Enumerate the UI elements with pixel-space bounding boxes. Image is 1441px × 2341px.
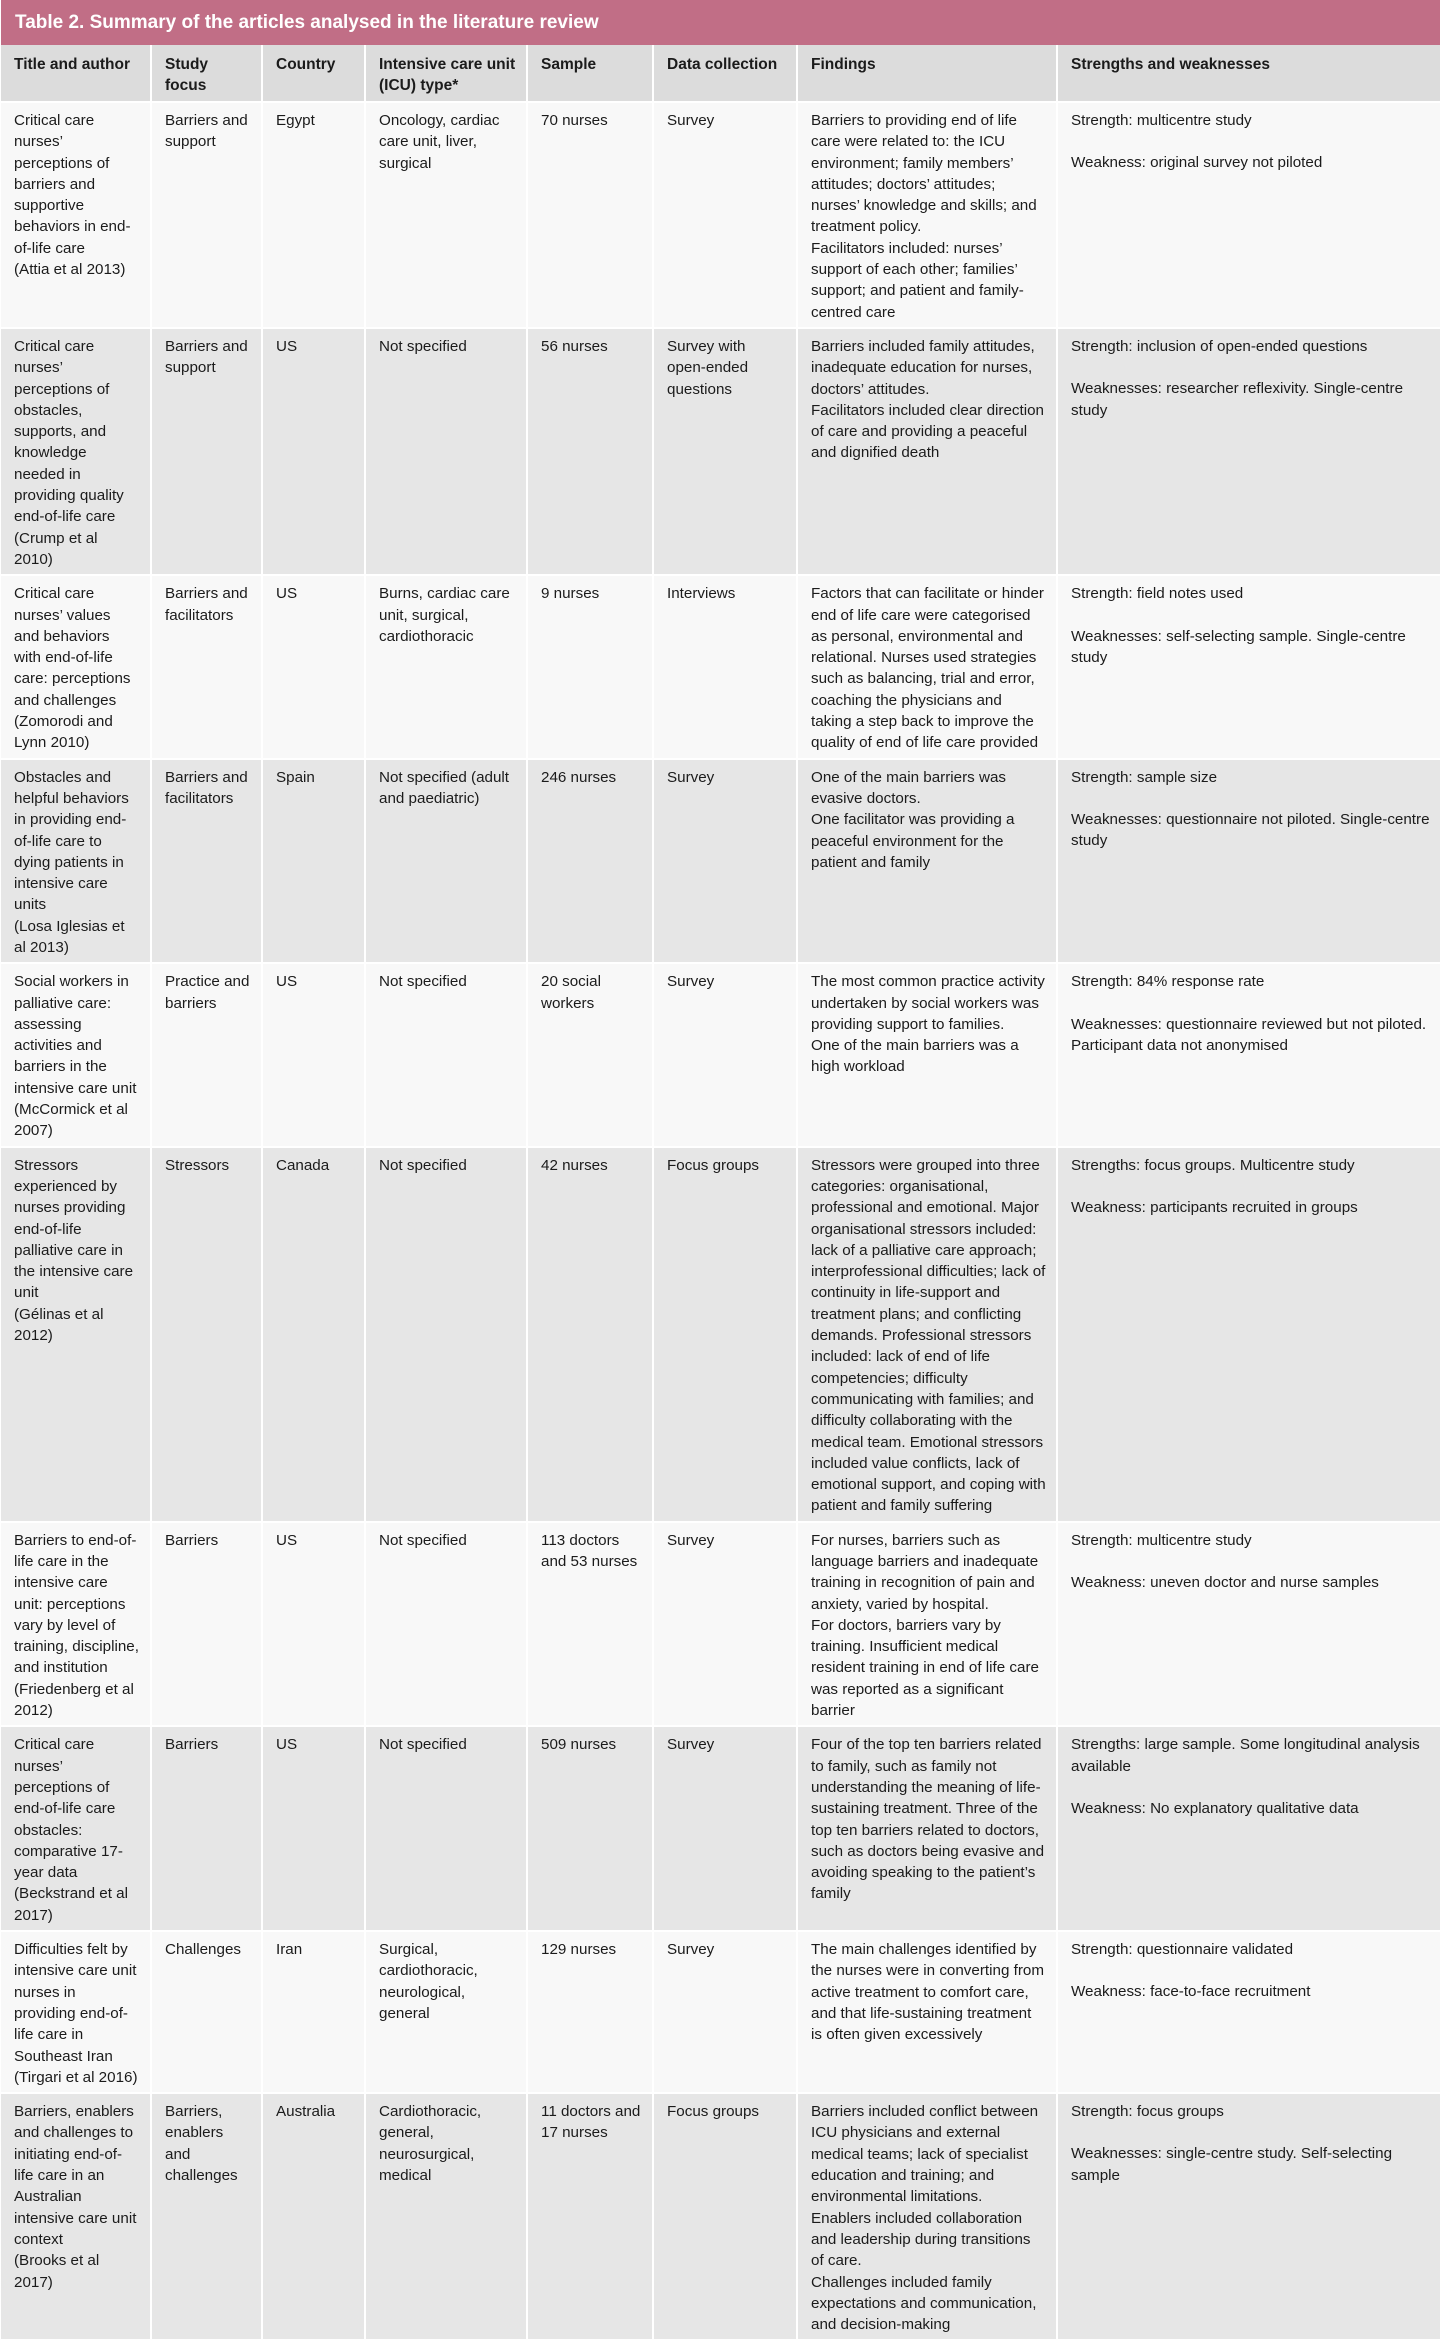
article-author: (Gélinas et al 2012) [14,1305,104,1345]
cell-findings [798,964,1058,1147]
cell-data-collection: Survey [654,1932,798,2094]
cell-findings [798,329,1058,576]
weakness-text: Weakness: No explanatory qualitative data [1071,1799,1359,1817]
cell-data-collection: Survey [654,964,798,1147]
finding-text: Enablers included collaboration and leadership during transitions of care. [811,2209,1031,2270]
cell-icu-type: Oncology, cardiac care unit, liver, surgical [366,103,528,329]
spacer [1071,993,1430,1014]
cell-country: Spain [263,760,366,965]
cell-study-focus: Barriers [152,1523,263,1728]
cell-sample: 246 nurses [528,760,654,965]
header-strengths-weaknesses: Strengths and weaknesses [1058,45,1440,103]
weakness-text: Weakness: uneven doctor and nurse samples [1071,1574,1379,1591]
cell-icu-type: Not specified [366,1148,528,1523]
cell-data-collection: Survey [654,103,798,329]
cell-country: US [263,964,366,1147]
strength-text: Strengths: focus groups. Multicentre study [1071,1156,1355,1174]
article-author: (Losa Iglesias et al 2013) [14,917,125,956]
cell-sample: 9 nurses [528,576,654,759]
strength-text: Strength: field notes used [1071,585,1244,603]
article-title: Critical care nurses’ values and behaviors with end-of-life care: perceptions and challenges [14,585,131,709]
article-title: Critical care nurses’ perceptions of barriers and supportive behaviors in end-of-life care [14,112,131,257]
finding-text: Barriers included conflict between ICU physicians and external medical teams; lack of specialist education and training; and environmental limitations. [811,2103,1039,2206]
cell-findings [798,576,1058,759]
cell-findings [798,1932,1058,2094]
article-author: (Zomorodi and Lynn 2010) [14,713,113,752]
strength-text: Strength: focus groups [1071,2103,1224,2121]
cell-title-author [1,1932,152,2094]
cell-study-focus: Practice and barriers [152,964,263,1147]
table-header-row [1,45,1440,103]
article-title: Barriers, enablers and challenges to initiating end-of-life care in an Australian intensive care unit context [14,2103,137,2248]
cell-icu-type: Not specified [366,1523,528,1728]
cell-data-collection: Focus groups [654,1148,798,1523]
cell-strengths-weaknesses [1058,1148,1440,1523]
strength-text: Strength: inclusion of open-ended questions [1071,337,1368,355]
article-title: Difficulties felt by intensive care unit nurses in providing end-of-life care in Southeast Iran [14,1941,137,2065]
finding-text: Challenges included family expectations and communication, and decision-making [811,2273,1037,2334]
finding-text: Facilitators included: nurses’ support of each other; families’ support; and patient and family-centred care [811,239,1024,321]
cell-data-collection: Survey with open-ended questions [654,329,798,576]
literature-review-table [1,45,1440,2341]
cell-title-author [1,103,152,329]
cell-study-focus: Barriers [152,1727,263,1932]
weakness-text: Weakness: face-to-face recruitment [1071,1983,1311,2001]
spacer [1071,605,1430,626]
cell-strengths-weaknesses [1058,1727,1440,1932]
cell-title-author [1,964,152,1147]
cell-sample: 113 doctors and 53 nurses [528,1523,654,1728]
cell-country: US [263,329,366,576]
table-body [1,103,1440,2341]
cell-icu-type: Burns, cardiac care unit, surgical, cardiothoracic [366,576,528,759]
finding-text: Factors that can facilitate or hinder end of life care were categorised as personal, environmental and relational. Nurses used strategies such as balancing, trial and error, coaching the physicians and taking a step back to improve the quality of end of life care provided [811,585,1044,752]
article-author: (Brooks et al 2017) [14,2252,100,2291]
weakness-text: Weaknesses: researcher reflexivity. Single-centre study [1071,380,1404,419]
finding-text: One of the main barriers was a high workload [811,1037,1019,1076]
cell-strengths-weaknesses [1058,2094,1440,2341]
cell-country: Canada [263,1148,366,1523]
cell-sample: 70 nurses [528,103,654,329]
strength-text: Strength: 84% response rate [1071,973,1265,991]
cell-icu-type: Not specified [366,1727,528,1932]
finding-text: For doctors, barriers vary by training. Insufficient medical resident training in end of life care was reported as a significant barrier [811,1616,1039,1720]
cell-study-focus: Barriers and facilitators [152,576,263,759]
finding-text: Barriers to providing end of life care were related to: the ICU environment; family members’ attitudes; doctors’ attitudes; nurses’ knowledge and skills; and treatment policy. [811,112,1037,236]
cell-strengths-weaknesses [1058,1932,1440,2094]
spacer [1071,1176,1430,1197]
cell-strengths-weaknesses [1058,964,1440,1147]
cell-sample: 56 nurses [528,329,654,576]
cell-study-focus: Barriers, enablers and challenges [152,2094,263,2341]
cell-study-focus: Barriers and facilitators [152,760,263,965]
cell-data-collection: Interviews [654,576,798,759]
finding-text: The most common practice activity undertaken by social workers was providing support to families. [811,973,1045,1033]
finding-text: Barriers included family attitudes, inadequate education for nurses, doctors’ attitudes. [811,337,1035,398]
cell-findings [798,1727,1058,1932]
cell-sample: 129 nurses [528,1932,654,2094]
cell-country: Australia [263,2094,366,2341]
weakness-text: Weaknesses: questionnaire not piloted. Single-centre study [1071,810,1430,850]
table-row [1,1523,1440,1728]
table-row [1,329,1440,576]
cell-icu-type: Cardiothoracic, general, neurosurgical, medical [366,2094,528,2341]
cell-country: US [263,1727,366,1932]
cell-findings [798,2094,1058,2341]
cell-strengths-weaknesses [1058,103,1440,329]
cell-sample: 11 doctors and 17 nurses [528,2094,654,2341]
cell-icu-type: Not specified [366,964,528,1147]
header-data-collection: Data collection [654,45,798,103]
cell-sample: 42 nurses [528,1148,654,1523]
header-sample: Sample [528,45,654,103]
table-row [1,576,1440,759]
cell-strengths-weaknesses [1058,760,1440,965]
cell-country: Egypt [263,103,366,329]
table-row [1,1932,1440,2094]
header-study-focus: Study focus [152,45,263,103]
cell-strengths-weaknesses [1058,329,1440,576]
cell-findings [798,760,1058,965]
article-author: (McCormick et al 2007) [14,1101,128,1140]
cell-country: US [263,576,366,759]
article-author: (Friedenberg et al 2012) [14,1680,134,1720]
strength-text: Strength: multicentre study [1071,112,1252,129]
header-title-author: Title and author [1,45,152,103]
weakness-text: Weakness: original survey not piloted [1071,154,1323,172]
spacer [1071,1777,1430,1798]
cell-data-collection: Survey [654,1523,798,1728]
weakness-text: Weaknesses: single-centre study. Self-selecting sample [1071,2145,1393,2184]
cell-country: US [263,1523,366,1728]
table-row [1,1148,1440,1523]
article-title: Stressors experienced by nurses providing end-of-life palliative care in the intensive care unit [14,1156,134,1302]
table-row [1,964,1440,1147]
article-title: Critical care nurses’ perceptions of end-of-life care obstacles: comparative 17-year data [14,1736,123,1882]
cell-icu-type: Surgical, cardiothoracic, neurological, general [366,1932,528,2094]
cell-findings [798,103,1058,329]
cell-title-author [1,1523,152,1728]
cell-data-collection: Survey [654,760,798,965]
weakness-text: Weakness: participants recruited in groups [1071,1198,1358,1216]
finding-text: Four of the top ten barriers related to family, such as family not understanding the meaning of life-sustaining treatment. Three of the top ten barriers related to doctors, such as doctors being evasive and avoiding speaking to the patient’s family [811,1736,1045,1903]
finding-text: One facilitator was providing a peaceful environment for the patient and family [811,811,1015,871]
header-icu-type: Intensive care unit (ICU) type* [366,45,528,103]
cell-study-focus: Barriers and support [152,329,263,576]
spacer [1071,788,1430,809]
finding-text: Facilitators included clear direction of care and providing a peaceful and dignified death [811,401,1044,462]
article-title: Critical care nurses’ perceptions of obstacles, supports, and knowledge needed in providing quality end-of-life care [14,337,124,526]
cell-icu-type: Not specified (adult and paediatric) [366,760,528,965]
cell-title-author [1,2094,152,2341]
article-title: Social workers in palliative care: assessing activities and barriers in the intensive care unit [14,973,137,1097]
finding-text: For nurses, barriers such as language barriers and inadequate training in recognition of pain and anxiety, varied by hospital. [811,1531,1039,1613]
cell-data-collection: Focus groups [654,2094,798,2341]
cell-data-collection: Survey [654,1727,798,1932]
spacer [1071,1960,1430,1981]
header-findings: Findings [798,45,1058,103]
table-title: Table 2. Summary of the articles analysed in the literature review [1,0,1440,45]
strength-text: Strength: questionnaire validated [1071,1941,1294,1959]
article-author: (Tirgari et al 2016) [14,2068,138,2086]
finding-text: One of the main barriers was evasive doctors. [811,768,1006,807]
table-row [1,760,1440,965]
cell-title-author [1,329,152,576]
cell-strengths-weaknesses [1058,576,1440,759]
cell-title-author [1,760,152,965]
cell-icu-type: Not specified [366,329,528,576]
table-row [1,2094,1440,2341]
article-author: (Attia et al 2013) [14,261,126,279]
finding-text: Stressors were grouped into three categories: organisational, professional and emotional. Major organisational stressors included: lack of a palliative care approach; interprofessional difficulties; lack of continuity in life-support and treatment plans; and conflicting demands. Professional stressors included: lack of end of life competencies; difficulty communicating with families; and difficulty collaborating with the medical team. Emotional stressors included value conflicts, lack of emotional support, and coping with patient and family suffering [811,1156,1046,1515]
header-country: Country [263,45,366,103]
article-author: (Crump et al 2010) [14,529,98,568]
strength-text: Strength: sample size [1071,768,1218,786]
cell-title-author [1,1148,152,1523]
cell-sample: 20 social workers [528,964,654,1147]
spacer [1071,131,1430,152]
cell-sample: 509 nurses [528,1727,654,1932]
weakness-text: Weaknesses: questionnaire reviewed but not piloted. Participant data not anonymised [1071,1015,1427,1054]
table-row [1,1727,1440,1932]
cell-title-author [1,576,152,759]
spacer [1071,1551,1430,1572]
article-title: Obstacles and helpful behaviors in providing end-of-life care to dying patients in intensive care units [14,768,129,914]
table-row [1,103,1440,329]
cell-study-focus: Stressors [152,1148,263,1523]
cell-findings [798,1148,1058,1523]
cell-strengths-weaknesses [1058,1523,1440,1728]
weakness-text: Weaknesses: self-selecting sample. Single-centre study [1071,627,1406,666]
article-title: Barriers to end-of-life care in the intensive care unit: perceptions vary by level of training, discipline, and institution [14,1531,139,1677]
strength-text: Strengths: large sample. Some longitudinal analysis available [1071,1736,1420,1775]
article-author: (Beckstrand et al 2017) [14,1885,128,1924]
cell-title-author [1,1727,152,1932]
spacer [1071,357,1430,378]
strength-text: Strength: multicentre study [1071,1531,1252,1549]
cell-country: Iran [263,1932,366,2094]
cell-findings [798,1523,1058,1728]
finding-text: The main challenges identified by the nurses were in converting from active treatment to comfort care, and that life-sustaining treatment is often given excessively [811,1941,1044,2044]
cell-study-focus: Challenges [152,1932,263,2094]
cell-study-focus: Barriers and support [152,103,263,329]
spacer [1071,2122,1430,2143]
